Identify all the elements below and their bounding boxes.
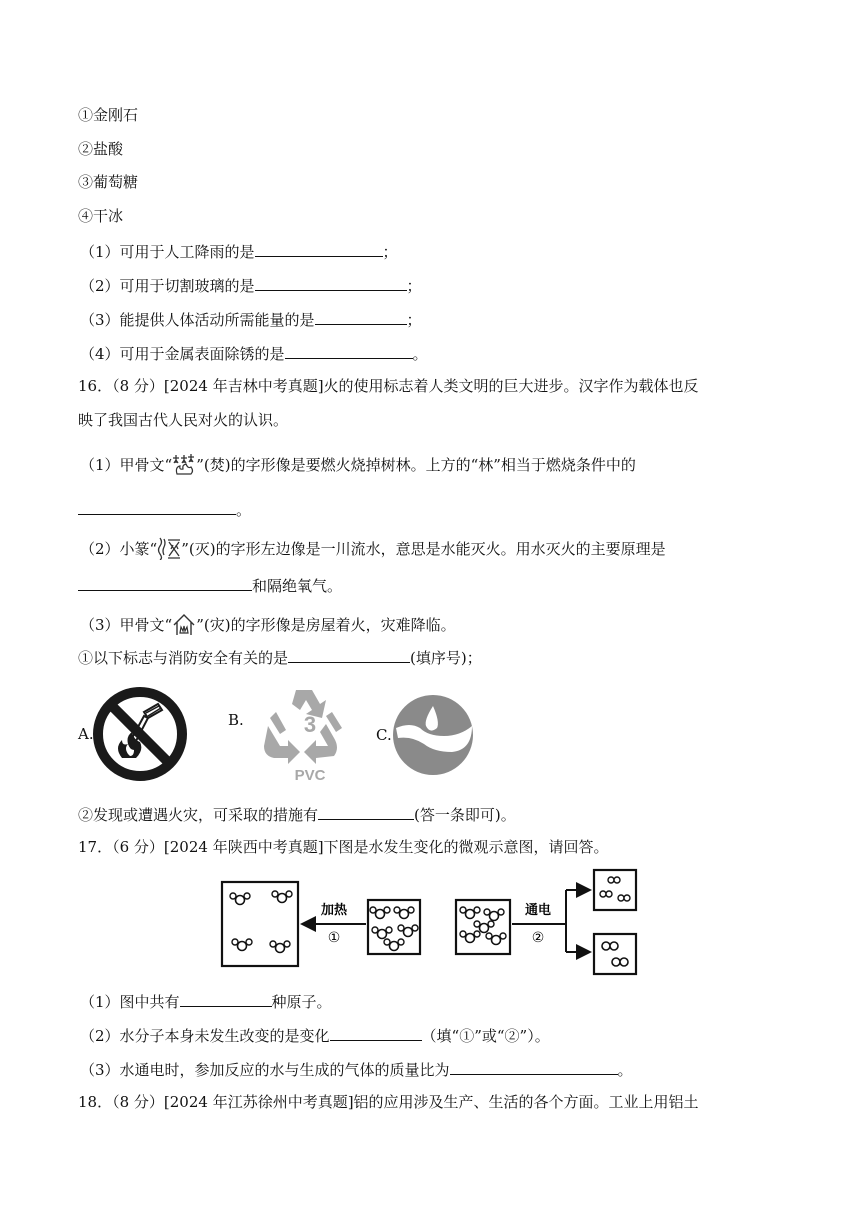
- question-text: 。: [617, 1061, 633, 1079]
- answer-blank[interactable]: [450, 1058, 618, 1075]
- answer-blank[interactable]: [255, 240, 383, 257]
- question-text: (答一条即可)。: [414, 806, 516, 824]
- answer-blank[interactable]: [255, 274, 407, 291]
- question-text: 种原子。: [271, 993, 332, 1011]
- option-a[interactable]: [78, 686, 188, 782]
- question-text: （3）甲骨文“: [80, 616, 173, 634]
- q18-heading: 18．（8 分）[2024 年江苏徐州中考真题]铝的应用涉及生产、生活的各个方面。工业上用铝土: [78, 1093, 699, 1111]
- option-c[interactable]: [376, 692, 476, 778]
- answer-blank[interactable]: [78, 574, 252, 591]
- question-text: 。: [412, 345, 428, 363]
- question-text: ②发现或遭遇火灾，可采取的措施有: [78, 806, 319, 824]
- product-box-bottom: [594, 934, 636, 974]
- list-item: ①金刚石: [78, 106, 139, 124]
- question-text: ”(灭)的字形左边像是一川流水，意思是水能灭火。用水灭火的主要原理是: [181, 540, 666, 558]
- arrow-label: 通电: [524, 902, 552, 917]
- q16-part-1: [80, 452, 636, 476]
- question-text: ①以下标志与消防安全有关的是: [78, 649, 289, 667]
- question-text: （1）甲骨文“: [80, 456, 173, 474]
- oracle-zai-glyph-icon: [172, 612, 196, 636]
- q16-sub-2: [78, 803, 516, 825]
- question-text: （4）可用于金属表面除锈的是: [80, 345, 285, 363]
- question-text: 。: [236, 501, 252, 519]
- question-text: ；: [406, 311, 422, 329]
- arrow-number: ②: [531, 930, 545, 946]
- q17-item-1: [80, 990, 332, 1012]
- q16-part-2-answer: [78, 574, 342, 596]
- recycle-code: 3: [303, 712, 316, 737]
- q17-item-3: [80, 1058, 633, 1080]
- question-text: （3）能提供人体活动所需能量的是: [80, 311, 315, 329]
- list-item: ③葡萄糖: [78, 173, 139, 191]
- question-text: ；: [406, 277, 422, 295]
- q17-item-2: [80, 1024, 550, 1046]
- q16-heading: 16．（8 分）[2024 年吉林中考真题]火的使用标志着人类文明的巨大进步。汉字作为载体也反: [78, 377, 699, 395]
- question-text: ；: [382, 243, 398, 261]
- option-label: B.: [228, 711, 244, 729]
- question-text: （3）水通电时，参加反应的水与生成的气体的质量比为: [80, 1061, 450, 1079]
- seal-mie-glyph-icon: [157, 536, 181, 560]
- q16-sub-1: [78, 646, 482, 668]
- question-text: ”(灾)的字形像是房屋着火，灾难降临。: [196, 616, 456, 634]
- question-text: （2）可用于切割玻璃的是: [80, 277, 255, 295]
- q16-heading-cont: 映了我国古代人民对火的认识。: [78, 411, 289, 429]
- no-fire-sign-icon: [92, 686, 188, 782]
- water-saving-sign-icon: [390, 692, 476, 778]
- product-box-top: [594, 870, 636, 910]
- answer-blank[interactable]: [285, 342, 413, 359]
- list-item: ④干冰: [78, 207, 124, 225]
- option-b[interactable]: [228, 682, 370, 786]
- option-label: A.: [78, 725, 94, 743]
- pvc-label: PVC: [294, 767, 326, 784]
- question-text: （1）可用于人工降雨的是: [80, 243, 255, 261]
- q16-part-1-answer: [78, 498, 251, 520]
- q15-item-3: [80, 308, 422, 330]
- question-text: （1）图中共有: [80, 993, 180, 1011]
- q16-part-2: [80, 536, 666, 560]
- question-text: （2）小篆“: [80, 540, 158, 558]
- question-text: (填序号)；: [410, 649, 482, 667]
- q16-part-3: [80, 612, 456, 636]
- question-text: （2）水分子本身未发生改变的是变化: [80, 1027, 330, 1045]
- answer-blank[interactable]: [318, 803, 414, 820]
- recycling-pvc-icon: [250, 682, 370, 786]
- answer-blank[interactable]: [78, 498, 236, 515]
- oracle-fen-glyph-icon: [172, 452, 196, 476]
- answer-blank[interactable]: [288, 646, 410, 663]
- question-text: （填“①”或“②”）。: [421, 1027, 550, 1045]
- arrow-number: ①: [327, 930, 341, 946]
- q15-item-4: [80, 342, 428, 364]
- question-text: ”(焚)的字形像是要燃火烧掉树林。上方的“林”相当于燃烧条件中的: [196, 456, 636, 474]
- arrow-label: 加热: [320, 902, 348, 917]
- q15-item-1: [80, 240, 398, 262]
- water-change-diagram: [218, 868, 642, 980]
- answer-blank[interactable]: [330, 1024, 422, 1041]
- answer-blank[interactable]: [180, 990, 272, 1007]
- list-item: ②盐酸: [78, 140, 124, 158]
- question-text: 和隔绝氧气。: [252, 577, 343, 595]
- q15-item-2: [80, 274, 422, 296]
- q17-heading: 17．（6 分）[2024 年陕西中考真题]下图是水发生变化的微观示意图，请回答。: [78, 838, 609, 856]
- answer-blank[interactable]: [315, 308, 407, 325]
- option-label: C.: [376, 726, 392, 744]
